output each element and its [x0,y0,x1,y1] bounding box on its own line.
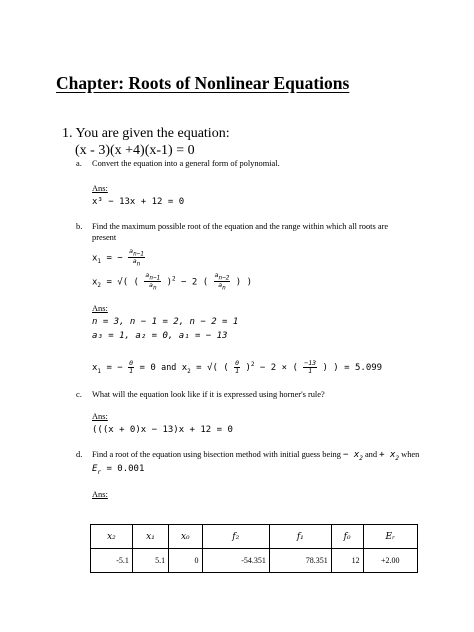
part-c-question: What will the equation look like if it is expressed using horner's rule? [92,390,325,399]
header-x2: x₂ [91,525,133,549]
cell-f0: 12 [331,549,363,573]
cell-f1: 78.351 [269,549,331,573]
question-number: 1. [62,126,73,141]
part-d-letter: d. [76,450,83,459]
tolerance-line: $E_r = 0.001$ [92,464,145,476]
header-f2: f₂ [202,525,269,549]
part-b-answer-line3: $x_1$ = − $\frac{0}{1}$ = 0 and $x_2$ = √( ( $\frac{0}{1}$ )$^2$ − 2 × ( $\frac{-13}{1}$ ) ) = 5.099 [92,359,383,375]
header-f1: f₁ [269,525,331,549]
part-c-ans-label: Ans: [92,412,108,421]
bisection-table [90,524,418,573]
part-a-letter: a. [76,159,82,168]
part-a-ans-label: Ans: [92,184,108,193]
cell-x1: 5.1 [132,549,168,573]
part-a-question: Convert the equation into a general form of polynomial. [92,159,280,168]
part-b-ans-label: Ans: [92,304,108,313]
header-er: Eᵣ [363,525,417,549]
part-c-answer: (((x + 0)x − 13)x + 12 = 0 [92,425,233,435]
part-b-question-line2: present [92,233,117,242]
and-word: and [161,362,177,372]
table-header-row [91,525,418,549]
given-equation: (x - 3)(x +4)(x-1) = 0 [75,143,195,158]
x2-result: = 5.099 [344,363,383,373]
part-b-letter: b. [76,222,83,231]
question-text: You are given the equation: [75,126,230,141]
chapter-title: Chapter: Roots of Nonlinear Equations [56,73,350,93]
part-b-answer-line2: a₃ = 1, a₂ = 0, a₁ = − 13 [92,331,228,341]
part-d-question-end: when [401,450,420,459]
part-a-answer: x³ − 13x + 12 = 0 [92,197,185,207]
formula-x2: $x_2$ = √( ( $\frac{a_{n-1}}{a_n}$ )$^2$ − 2 ( $\frac{a_{n-2}}{a_n}$ ) ) [92,271,253,292]
cell-x0: 0 [169,549,202,573]
table-row [91,549,418,573]
header-f0: f₀ [331,525,363,549]
part-d-ans-label: Ans: [92,490,108,499]
part-c-letter: c. [76,390,82,399]
cell-f2: -54.351 [202,549,269,573]
cell-er: +2.00 [363,549,417,573]
part-d-question: Find a root of the equation using bisection method with initial guess being − $x_2$ and + $x_2$ when [92,450,420,462]
header-x1: x₁ [132,525,168,549]
part-d-question-text: Find a root of the equation using bisection method with initial guess being [92,450,341,459]
question-1 [62,126,230,142]
header-x0: x₀ [169,525,202,549]
tolerance-value: = 0.001 [106,464,145,474]
part-b-question-line1: Find the maximum possible root of the equation and the range within which all roots are [92,222,389,231]
cell-x2: -5.1 [91,549,133,573]
formula-x1: $x_1$ = − $\frac{a_{n-1}}{a_n}$ [92,247,144,268]
part-b-answer-line1: n = 3, n − 1 = 2, n − 2 = 1 [92,317,239,327]
